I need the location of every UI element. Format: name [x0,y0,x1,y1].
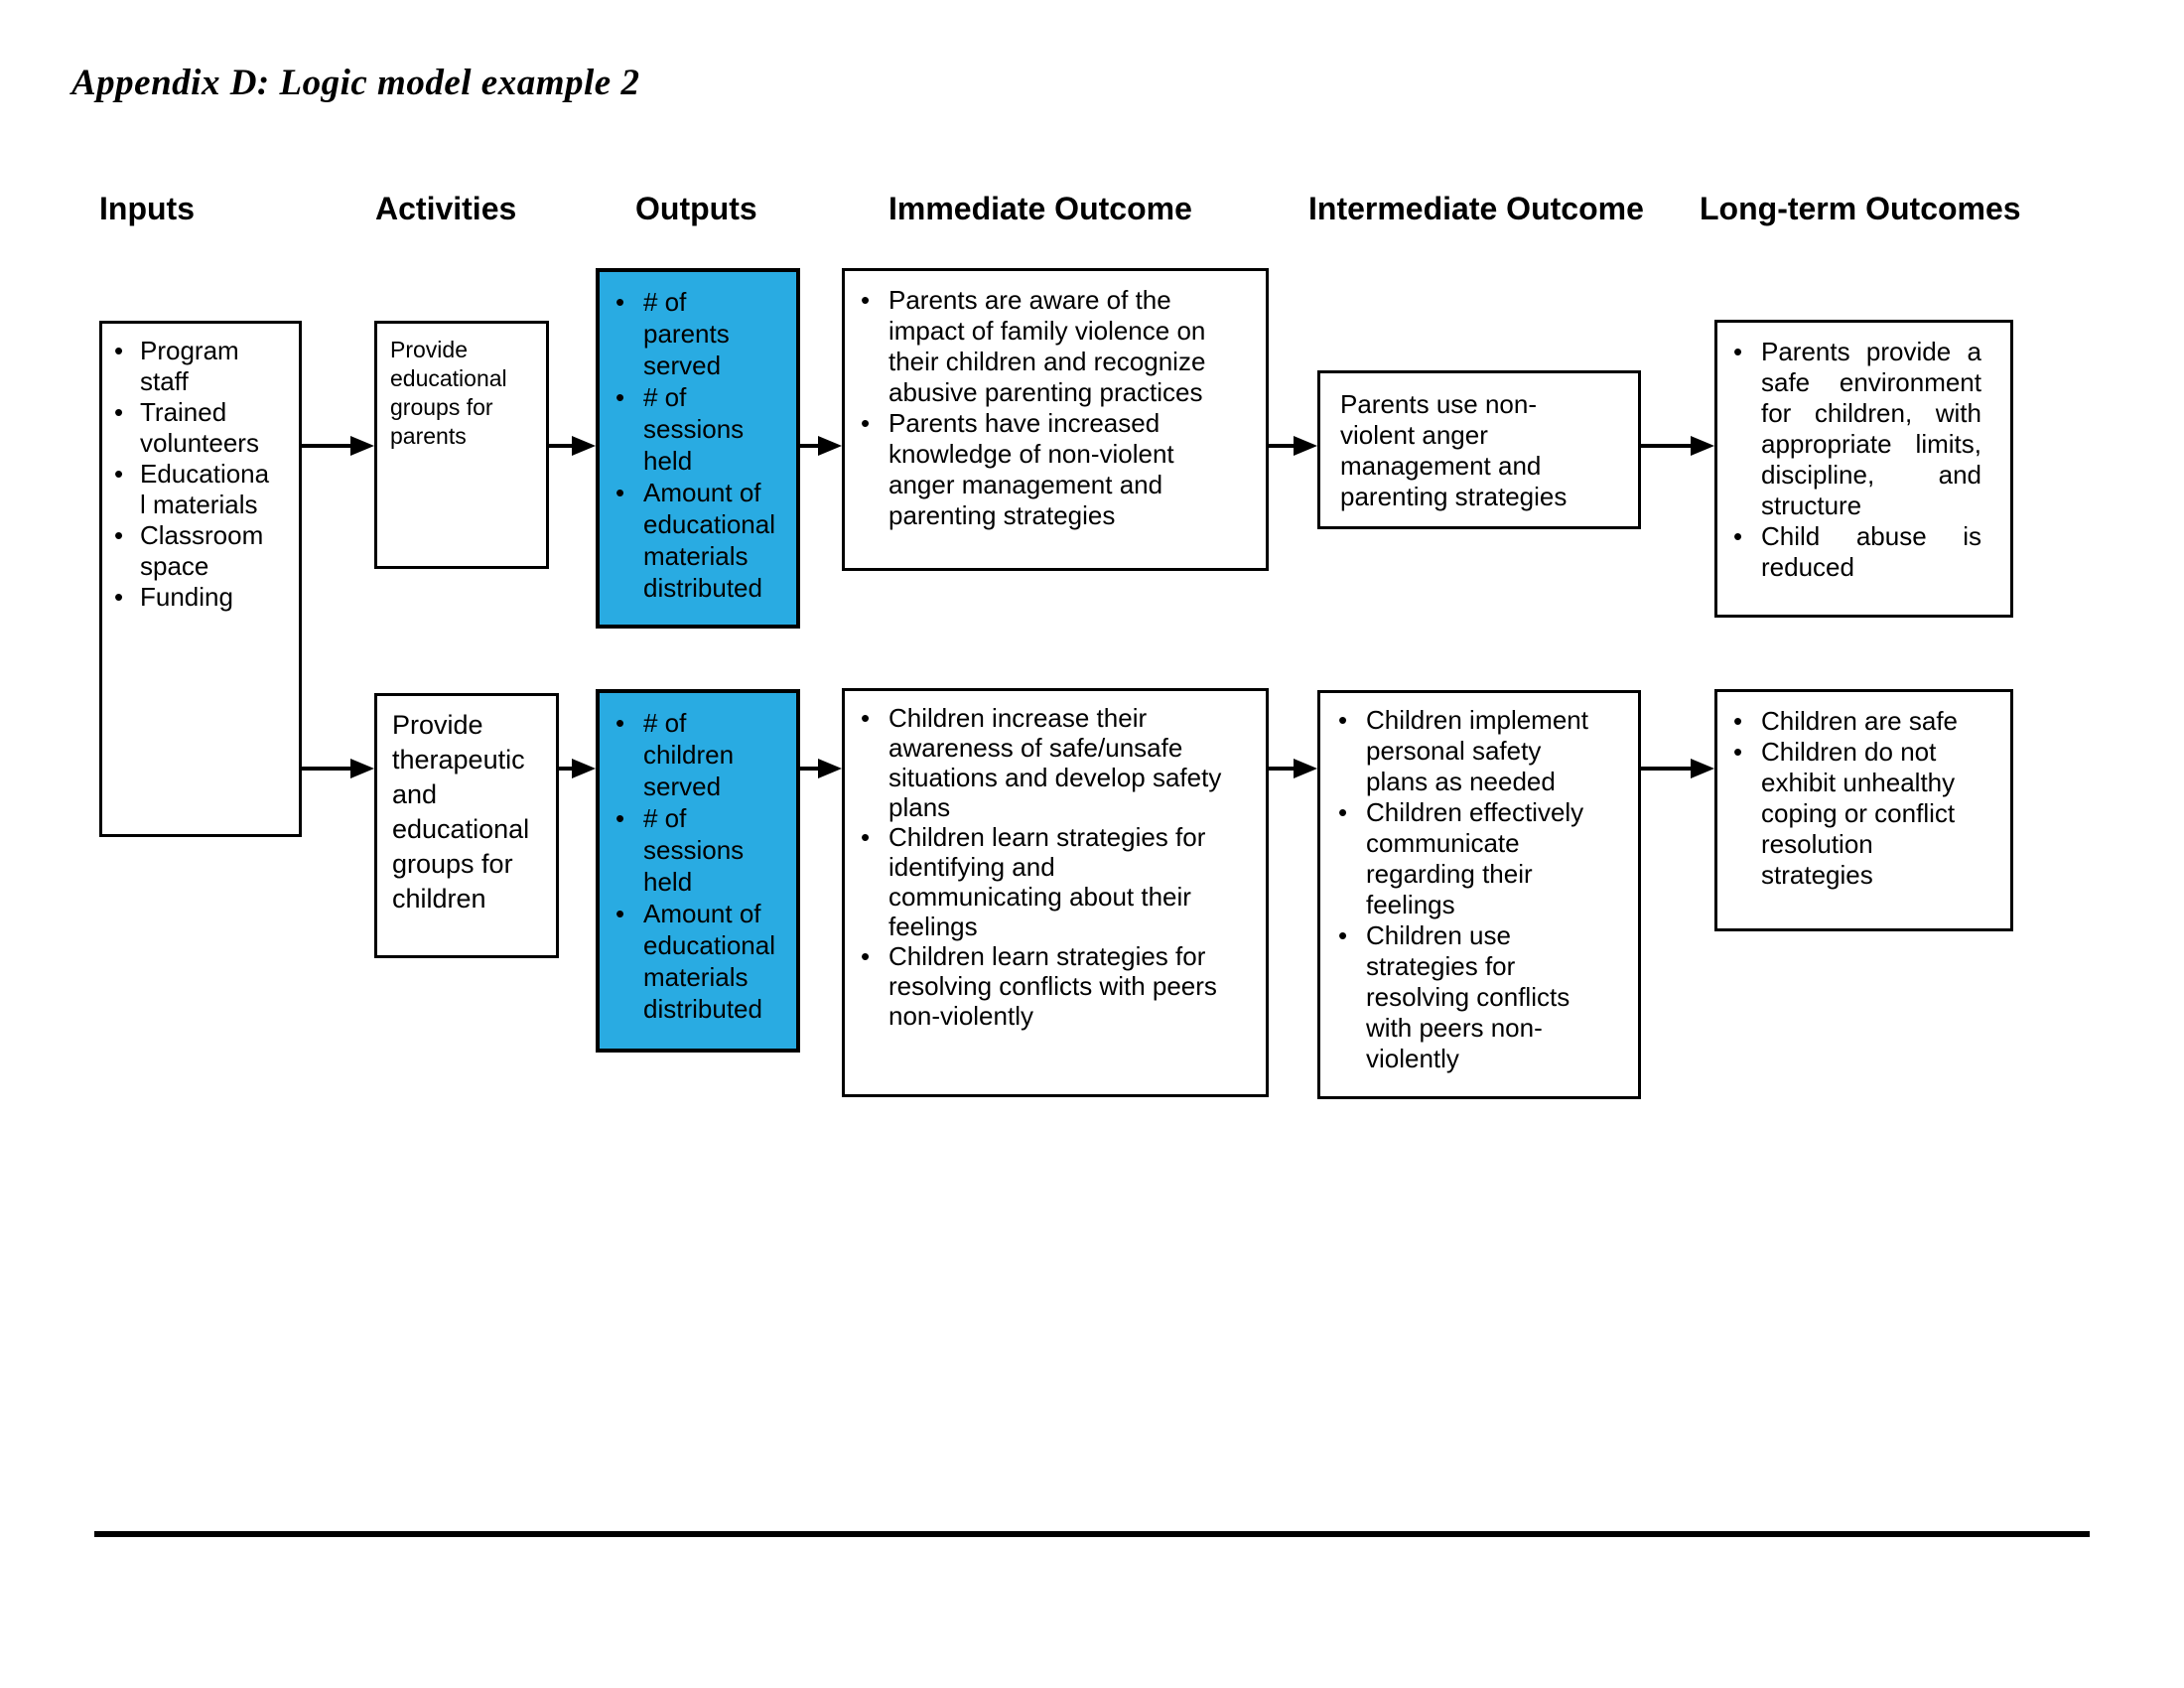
bullet-dot-icon: • [615,708,625,738]
column-header-immediate-outcome: Immediate Outcome [888,191,1192,226]
arrow-head-icon [350,436,374,456]
intermediate-outcome-parents-text: Parents use non-violent anger management and parenting strategies [1340,389,1568,511]
activities-parents-box [374,321,549,569]
bullet-item [600,707,796,802]
bullet-item [600,381,796,477]
bullet-dot-icon: • [1338,920,1348,950]
bullet-text: Children are safe [1761,706,1958,736]
outputs-parents-box [596,268,800,629]
bullet-dot-icon: • [861,703,871,733]
bullet-text: Educational materials [140,459,270,519]
bullet-dot-icon: • [861,822,871,852]
bullet-dot-icon: • [114,582,124,612]
bullet-dot-icon: • [1338,797,1348,827]
bullet-dot-icon: • [615,899,625,928]
immediate-outcome-children-box [842,688,1269,1097]
arrow-outputs-to-immediate-parents [800,436,842,456]
bullet-text: Children learn strategies for resolving conflicts with peers non-violently [888,941,1217,1031]
bullet-text: Funding [140,582,233,612]
bullet-item [851,822,1266,941]
bullet-text: Trained volunteers [140,397,259,458]
bullet-text: Children learn strategies for identifying and communicating about their feelings [888,822,1206,941]
bullet-dot-icon: • [615,803,625,833]
bullet-item [851,703,1266,822]
bullet-item [106,336,299,397]
inputs-box [99,321,302,837]
bullet-dot-icon: • [114,397,124,427]
bullet-dot-icon: • [615,382,625,412]
bullet-dot-icon: • [615,478,625,507]
bullet-item [600,802,796,898]
arrow-line [1641,444,1697,448]
bottom-divider [94,1531,2090,1537]
bullet-text: Children implement personal safety plans as needed [1366,705,1588,796]
intermediate-outcome-children-box [1317,690,1641,1099]
bullet-text: Amount of educational materials distributed [643,478,775,603]
arrow-head-icon [818,436,842,456]
bullet-dot-icon: • [114,459,124,489]
arrow-immediate-to-intermediate-parents [1269,436,1317,456]
bullet-dot-icon: • [861,408,871,438]
arrow-head-icon [818,759,842,778]
column-header-inputs: Inputs [99,191,195,226]
bullet-text: Program staff [140,336,239,396]
bullet-item [851,408,1266,531]
bullet-text: Amount of educational materials distributed [643,899,775,1024]
arrow-head-icon [1294,436,1317,456]
bullet-text: Parents have increased knowledge of non-violent anger management and parenting strategies [888,408,1174,530]
bullet-text: Parents provide a safe environment for children, with appropriate limits, discipline, and structure [1761,337,1981,520]
bullet-dot-icon: • [1338,705,1348,735]
activities-children-box [374,693,559,958]
column-header-outputs: Outputs [635,191,757,226]
arrow-intermediate-to-longterm-children [1641,759,1714,778]
arrow-head-icon [1691,436,1714,456]
arrow-head-icon [572,436,596,456]
bullet-item [106,582,299,613]
bullet-dot-icon: • [861,285,871,315]
page-title: Appendix D: Logic model example 2 [71,63,640,103]
bullet-text: Children effectively communicate regarding their feelings [1366,797,1584,919]
arrow-activities-to-outputs-children [559,759,596,778]
bullet-item [106,397,299,459]
activities-parents-text: Provide educational groups for parents [390,337,507,449]
bullet-dot-icon: • [114,336,124,365]
longterm-outcomes-children-box [1714,689,2013,931]
bullet-dot-icon: • [1733,337,1743,366]
bullet-dot-icon: • [1733,737,1743,767]
immediate-outcome-parents-box [842,268,1269,571]
outputs-children-box [596,689,800,1053]
bullet-text: Child abuse is reduced [1761,521,1981,582]
arrow-head-icon [1691,759,1714,778]
bullet-dot-icon: • [1733,521,1743,551]
bullet-item [851,285,1266,408]
bullet-text: # of parents served [643,287,730,380]
arrow-inputs-to-activities-children [302,759,374,778]
arrow-line [302,444,356,448]
bullet-item [600,286,796,381]
arrow-line [1641,767,1697,771]
bullet-text: # of sessions held [643,803,745,897]
bullet-item [1328,705,1638,797]
bullet-text: Parents are aware of the impact of family violence on their children and recognize abusive parenting practices [888,285,1206,407]
column-header-activities: Activities [375,191,517,226]
arrow-head-icon [572,759,596,778]
bullet-dot-icon: • [861,941,871,971]
bullet-item [106,520,299,582]
bullet-item [106,459,299,520]
bullet-dot-icon: • [114,520,124,550]
bullet-dot-icon: • [1733,706,1743,736]
bullet-item [600,898,796,1025]
arrow-head-icon [350,759,374,778]
bullet-item [1328,797,1638,920]
arrow-line [302,767,356,771]
bullet-item [600,477,796,604]
arrow-head-icon [1294,759,1317,778]
bullet-text: Children increase their awareness of safe/unsafe situations and develop safety plans [888,703,1222,822]
bullet-dot-icon: • [615,287,625,317]
bullet-item [1723,737,2010,891]
bullet-text: # of sessions held [643,382,745,476]
bullet-item [1723,337,2010,521]
arrow-inputs-to-activities-parents [302,436,374,456]
column-header-longterm-outcomes: Long-term Outcomes [1700,191,2021,226]
bullet-item [1723,521,2010,583]
bullet-text: # of children served [643,708,735,801]
bullet-item [851,941,1266,1031]
longterm-outcomes-parents-box [1714,320,2013,618]
bullet-item [1723,706,2010,737]
intermediate-outcome-parents-box [1317,370,1641,529]
arrow-immediate-to-intermediate-children [1269,759,1317,778]
arrow-outputs-to-immediate-children [800,759,842,778]
activities-children-text: Provide therapeutic and educational groups for children [392,710,530,914]
bullet-text: Classroom space [140,520,264,581]
bullet-text: Children use strategies for resolving conflicts with peers non-violently [1366,920,1570,1073]
arrow-intermediate-to-longterm-parents [1641,436,1714,456]
column-header-intermediate-outcome: Intermediate Outcome [1308,191,1644,226]
arrow-activities-to-outputs-parents [549,436,596,456]
bullet-item [1328,920,1638,1074]
bullet-text: Children do not exhibit unhealthy coping or conflict resolution strategies [1761,737,1956,890]
